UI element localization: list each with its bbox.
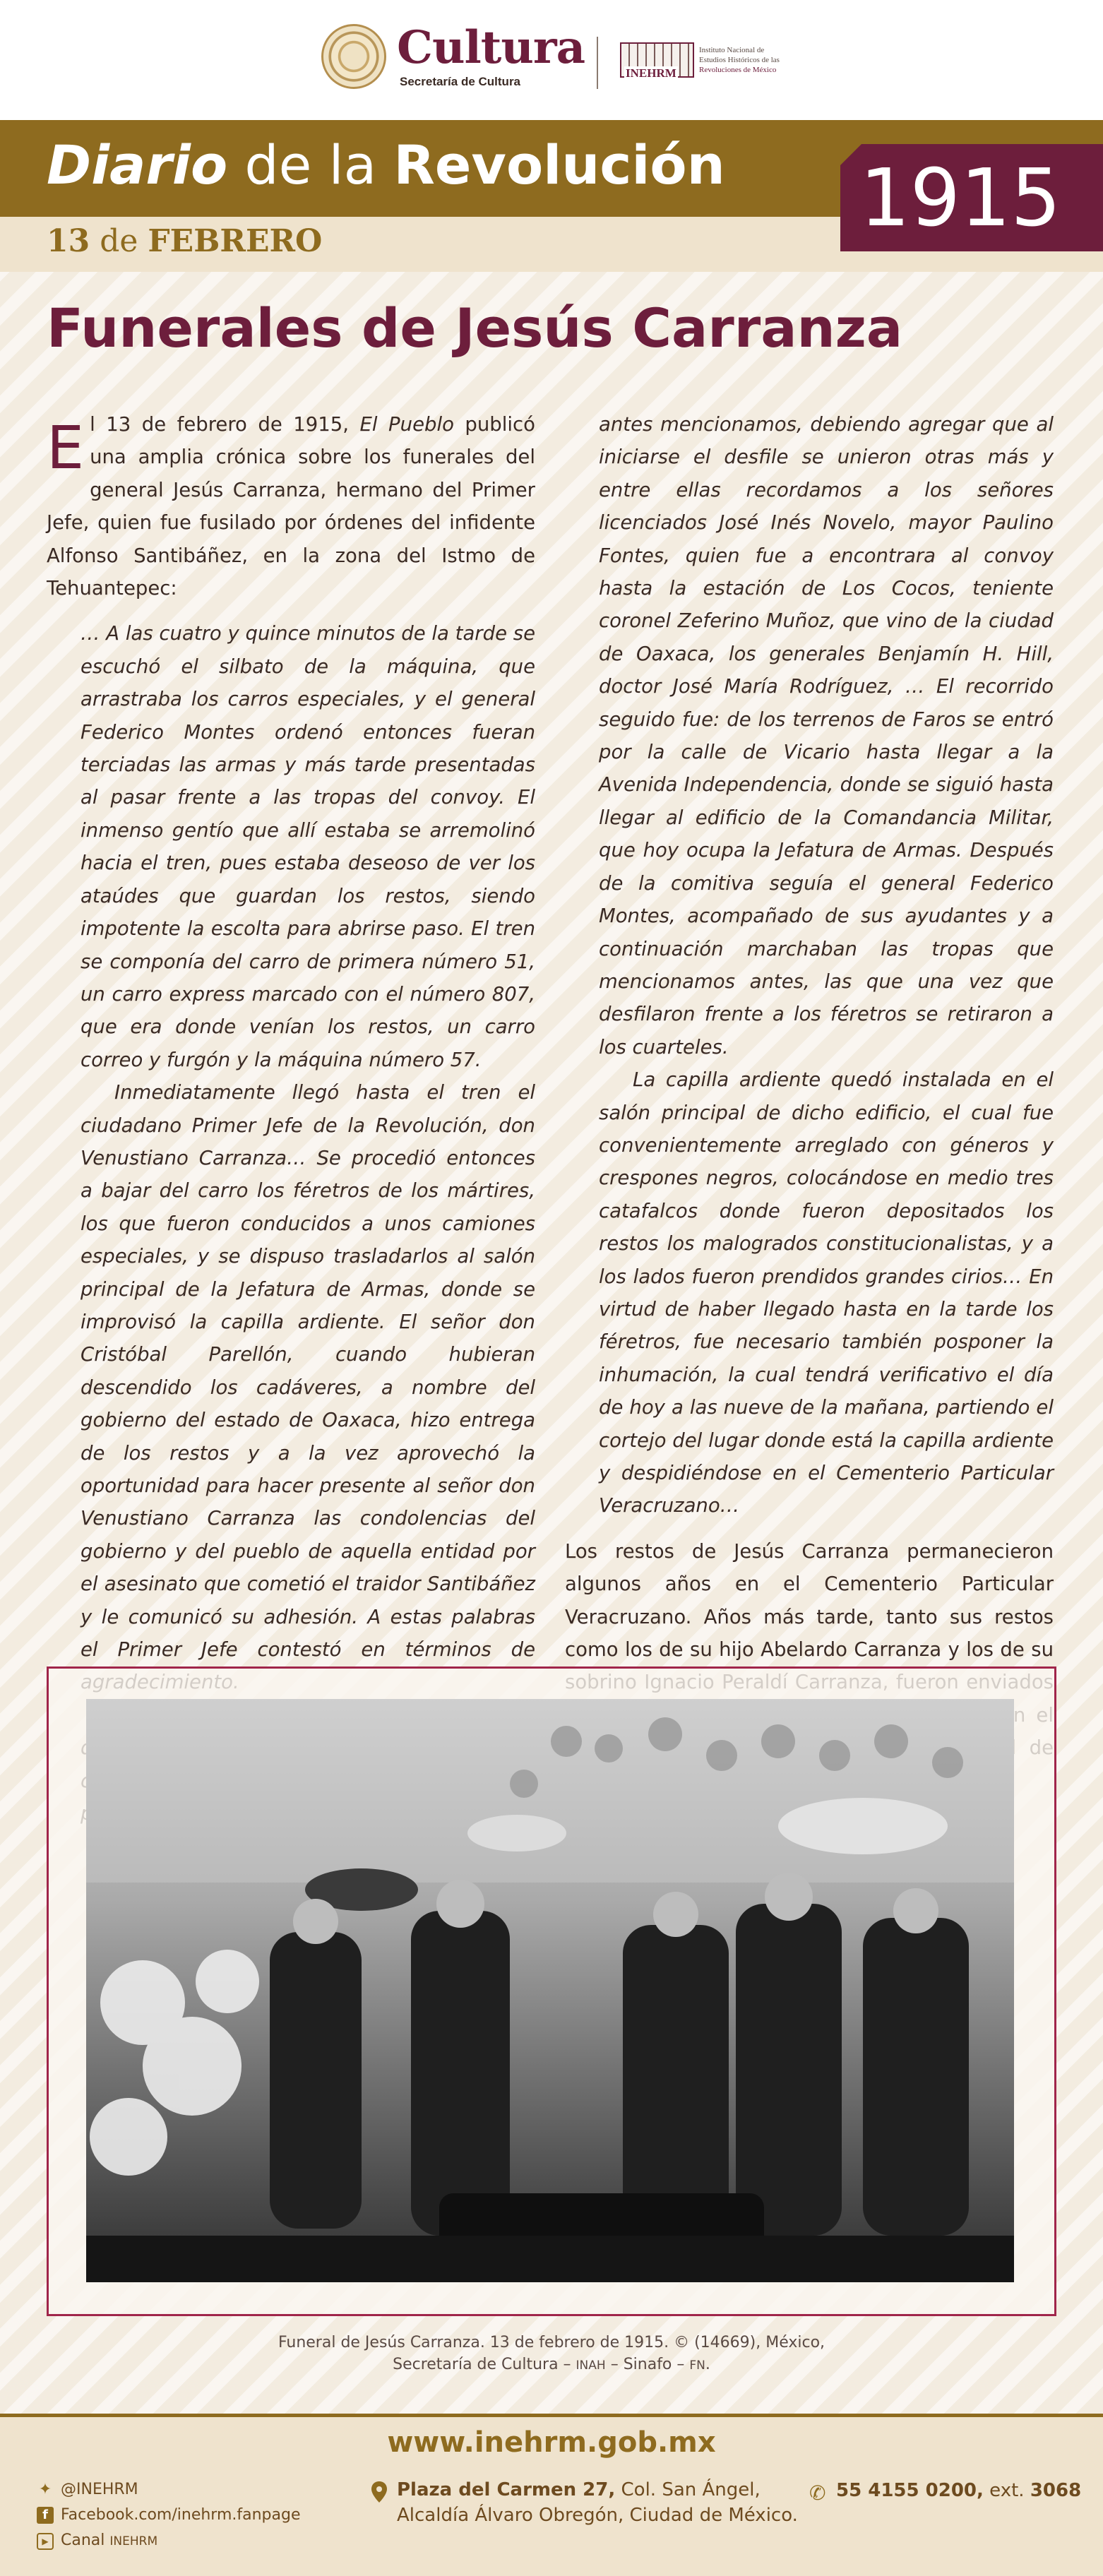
address-line — [397, 2477, 798, 2503]
logo-divider — [597, 37, 598, 89]
inehrm-desc-line: Estudios Históricos de las — [699, 56, 780, 64]
youtube-link[interactable] — [37, 2528, 301, 2554]
website-link[interactable]: www.inehrm.gob.mx — [387, 2426, 716, 2459]
cultura-subtitle: Secretaría de Cultura — [400, 75, 521, 88]
series-title — [47, 133, 725, 198]
date-month: FEBRERO — [148, 223, 323, 259]
series-title-connector: de la — [227, 133, 394, 196]
phone-ext: 3068 — [1030, 2480, 1082, 2501]
inehrm-desc-line: Instituto Nacional de — [699, 46, 765, 54]
intro-text: l 13 de febrero de 1915, — [90, 413, 360, 436]
address — [397, 2477, 798, 2528]
phone-main: 55 4155 0200, — [836, 2480, 984, 2501]
phone-number[interactable] — [836, 2480, 1081, 2501]
twitter-handle: @INEHRM — [61, 2481, 138, 2498]
inehrm-description — [699, 45, 791, 75]
government-seal-icon — [321, 24, 386, 89]
youtube-label: Canal — [61, 2532, 110, 2549]
date-day: 13 — [47, 223, 90, 259]
funeral-crowd-image — [86, 1699, 1014, 2282]
address-line: Alcaldía Álvaro Obregón, Ciudad de México. — [397, 2505, 798, 2526]
facebook-link[interactable] — [37, 2503, 301, 2528]
youtube-icon: ▶ — [37, 2533, 54, 2550]
historical-photo — [86, 1699, 1014, 2282]
caption-line — [47, 2354, 1056, 2377]
social-links — [37, 2477, 301, 2554]
twitter-icon: ✦ — [38, 2481, 52, 2498]
caption-text: . — [705, 2356, 710, 2373]
facebook-url: Facebook.com/inehrm.fanpage — [61, 2506, 301, 2524]
series-title-diario: Diario — [47, 133, 228, 196]
quote-text-part: antes mencionamos, debiendo agregar que al iniciarse el desfile se unieron otras más y entre ellas recordamos a los señores licenciados José Inés Novelo, mayor Paulino Fontes, quien fue a encontrara al convoy hasta la estación de Los Cocos, teniente coronel Zeferino Muñoz, que vino de la ciudad de Oaxaca, los generales Benjamín H. Hill, doctor José María Rodríguez, … El recorrido seguido fue: de los terrenos de Faros se entró por la calle de Vicario hasta llegar a la Avenida Independencia, donde se siguió hasta llegar al edificio de la Comandancia Militar, que hoy ocupa la Jefatura de Armas. Después de la comitiva seguía el general Federico Montes, acompañado de sus ayudantes y a continuación marchaban las tropas que mencionamos antes, las que una vez que desfilaron frente a los féretros se retiraron a los cuarteles. — [599, 413, 1054, 1059]
twitter-link[interactable] — [37, 2477, 301, 2503]
intro-text: publicó una amplia crónica sobre los funerales del general Jesús Carranza, hermano del Primer Jefe, quien fue fusilado por órdenes del infidente Alfonso Santibáñez, en la zona del Istmo de Tehuantepec: — [47, 413, 535, 600]
article-column-right — [565, 408, 1054, 1797]
edition-date — [47, 223, 322, 259]
series-title-revolucion: Revolución — [393, 133, 725, 196]
closing-paragraph: Los restos de Jesús Carranza permanecieron algunos años en el Cementerio Particular Veracruzano. Años más tarde, tanto sus restos como los de su hijo Abelardo Carranza y los de su — [565, 1539, 1054, 1662]
drop-cap: E — [47, 413, 85, 482]
address-street: Plaza del Carmen 27, — [397, 2479, 616, 2500]
photo-caption — [47, 2332, 1056, 2377]
quote-paragraph: Inmediatamente llegó hasta el tren el ciudadano Primer Jefe de la Revolución, don Venustiano Carranza… Se procedió entonces a bajar del carro los féretros de los mártires, los que fueron conducidos a unos camiones especiales, y se dispuso trasladarlos al salón principal de la Jefatura de Armas, donde se improvisó la capilla ardiente. El señor don Cristóbal Parellón, cuando hubieran descendido los cadáveres, a nombre del gobierno del estado de Oaxaca, hizo entrega de los restos y a la vez aprovechó la oportunidad para hacer presente al señor don Venustiano Carranza las condolencias del gobierno y del pueblo de aquella entidad por el asesinato que cometió el traidor Santibáñez y le comunicó su adhesión. A estas palabras el Primer Jefe contestó en términos de — [81, 1081, 535, 1662]
caption-inah: INAH — [576, 2359, 606, 2373]
caption-fn: FN — [689, 2359, 705, 2373]
year-label: 1915 — [859, 153, 1061, 244]
date-connector: de — [90, 223, 148, 259]
article-column-left — [47, 408, 535, 1830]
intro-paragraph — [47, 408, 535, 604]
cultura-logo-text: Cultura — [397, 21, 585, 74]
newspaper-name: El Pueblo — [359, 413, 454, 436]
caption-text: Secretaría de Cultura – — [393, 2356, 576, 2373]
phone-ext-label: ext. — [983, 2480, 1030, 2501]
caption-line: Funeral de Jesús Carranza. 13 de febrero de 1915. © (14669), México, — [278, 2334, 825, 2351]
address-colonia: Col. San Ángel, — [615, 2479, 761, 2500]
quote-paragraph-continued — [565, 408, 1054, 1063]
youtube-channel: INEHRM — [109, 2534, 158, 2548]
location-pin-icon — [371, 2481, 387, 2503]
article-title: Funerales de Jesús Carranza — [47, 297, 903, 359]
facebook-icon: f — [37, 2507, 54, 2524]
quote-paragraph: La capilla ardiente quedó instalada en el salón principal de dicho edificio, el cual fue convenientemente arreglado con géneros y crespones negros, colocándose en medio tres catafalcos donde fueron depositados los restos los malogrados constitucionalistas, y a los lados fueron prendidos grandes cirios… En virtud de haber llegado hasta en la tarde los féretros, fue necesario también posponer la inhumación, la cual tendrá verificativo el día de hoy a las nueve de la mañana, partiendo el cortejo del lugar donde está la capilla ardiente y despidiéndose en el Cementerio Particular Veracruzano… — [599, 1068, 1054, 1517]
inehrm-desc-line: Revoluciones de México — [699, 66, 777, 74]
inehrm-logo-text: INEHRM — [626, 66, 676, 80]
caption-text: – Sinafo – — [605, 2356, 690, 2373]
phone-icon: ✆ — [809, 2481, 826, 2505]
quote-paragraph: … A las cuatro y quince minutos de la tarde se escuchó el silbato de la máquina, que arrastraba los carros especiales, y el general Federico Montes ordenó entonces fueran terciadas las armas y más tarde presentadas al pasar frente a las tropas del convoy. El inmenso gentío que allí estaba se arremolinó hacia el tren, pues estaba deseoso de ver los ataúdes que guardan los restos, siendo impotente la escolta para abrirse paso. El tren se componía del carro de primera número 51, un carro express marcado con el número 807, que era donde venían los restos, un carro correo y furgón y la máquina número 57. — [81, 622, 535, 1071]
